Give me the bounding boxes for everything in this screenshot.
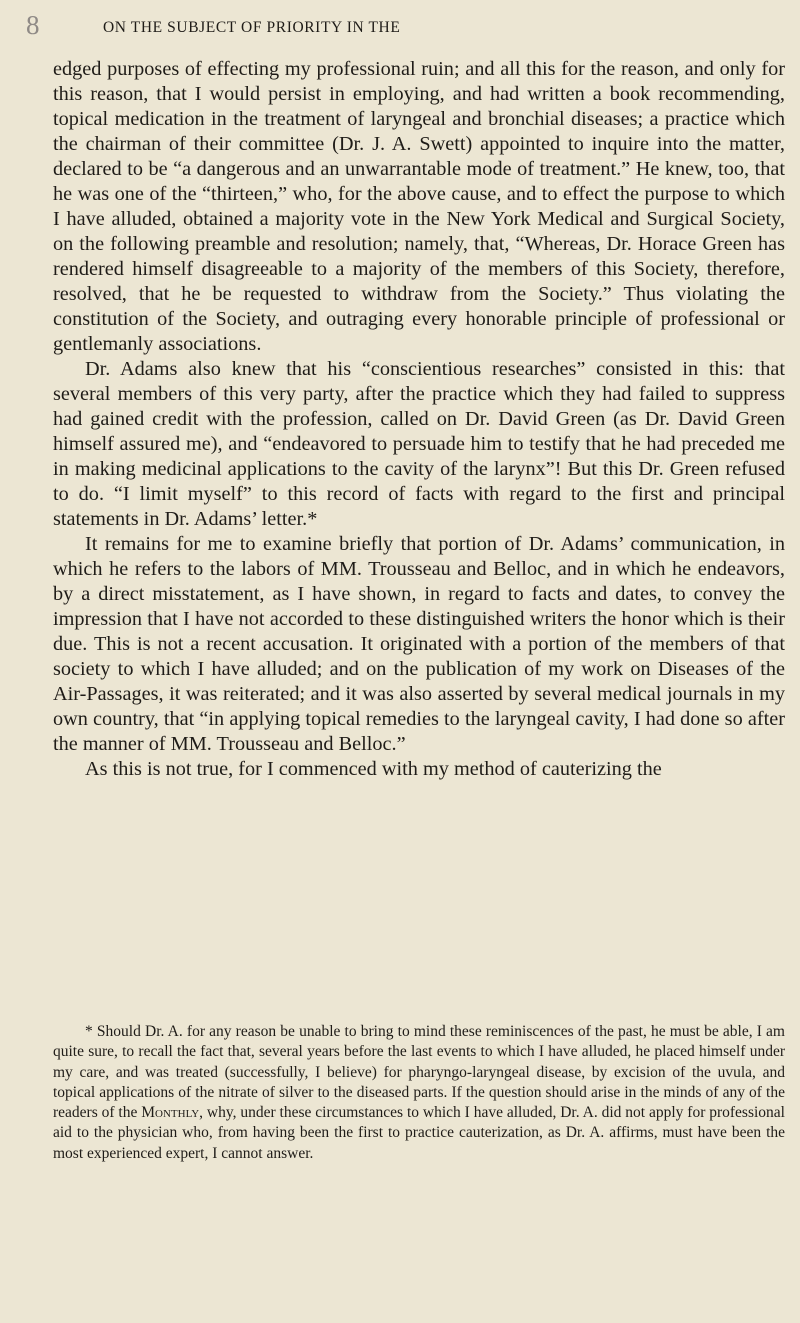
footnote-text-after: , why, under these circumstances to which I have alluded, Dr. A. did not apply for professional aid to the physician who, from having been the first to practice cauterization, as Dr. A. affirms, must have been the most experienced expert, I cannot answer.: [53, 1104, 785, 1162]
body-text: [53, 57, 785, 782]
footnote-journal-name: Monthly: [141, 1104, 200, 1122]
paragraph-cauterizing: As this is not true, for I commenced with my method of cauterizing the: [85, 758, 662, 780]
footnote: [53, 1022, 785, 1164]
paragraph-continuation: edged purposes of effecting my professional ruin; and all this for the reason, and only for this reason, that I would persist in employing, and had written a book recommending, topical medication in the treatment of laryngeal and bronchial diseases; a practice which the chairman of their committee (Dr. J. A. Swett) appointed to inquire into the matter, declared to be “a dangerous and an unwarrantable mode of treatment.” He knew, too, that he was one of the “thirteen,” who, for the above cause, and to effect the purpose to which I have alluded, obtained a majority vote in the New York Medical and Surgical Society, on the following preamble and resolution; namely, that, “Whereas, Dr. Horace Green has rendered himself disagreeable to a majority of the members of this Society, therefore, resolved, that he be requested to withdraw from the Society.” Thus violating the constitution of the Society, and outraging every honorable principle of professional or gentlemanly associations.: [53, 58, 785, 355]
paragraph-trousseau-belloc: It remains for me to examine briefly that portion of Dr. Adams’ communication, in which he refers to the labors of MM. Trousseau and Belloc, and in which he endeavors, by a direct misstatement, as I have shown, in regard to facts and dates, to convey the impression that I have not accorded to these distinguished writers the honor which is their due. This is not a recent accusation. It originated with a portion of the members of that society to which I have alluded; and on the publication of my work on Diseases of the Air-Passages, it was reiterated; and it was also asserted by several medical journals in my own country, that “in applying topical remedies to the laryngeal cavity, I had done so after the manner of MM. Trousseau and Belloc.”: [53, 533, 785, 755]
footnote-text-before: * Should Dr. A. for any reason be unable to bring to mind these reminiscences of the past, he must be able, I am quite sure, to recall the fact that, several years before the last events to which I have alluded, he placed himself under my care, and was treated (successfully, I believe) for pharyngo-laryngeal disease, by excision of the uvula, and topical applications of the nitrate of silver to the diseased parts. If the question should arise in the minds of any of the readers of the: [53, 1023, 785, 1122]
running-head: ON THE SUBJECT OF PRIORITY IN THE: [103, 19, 401, 36]
page-number: 8: [26, 10, 40, 40]
paragraph-conscientious-researches: Dr. Adams also knew that his “conscientious researches” consisted in this: that several members of this very party, after the practice which they had failed to suppress had gained credit with the profession, called on Dr. David Green (as Dr. David Green himself assured me), and “endeavored to persuade him to testify that he had preceded me in making medicinal applications to the cavity of the larynx”! But this Dr. Green refused to do. “I limit myself” to this record of facts with regard to the first and principal statements in Dr. Adams’ letter.*: [53, 358, 785, 530]
